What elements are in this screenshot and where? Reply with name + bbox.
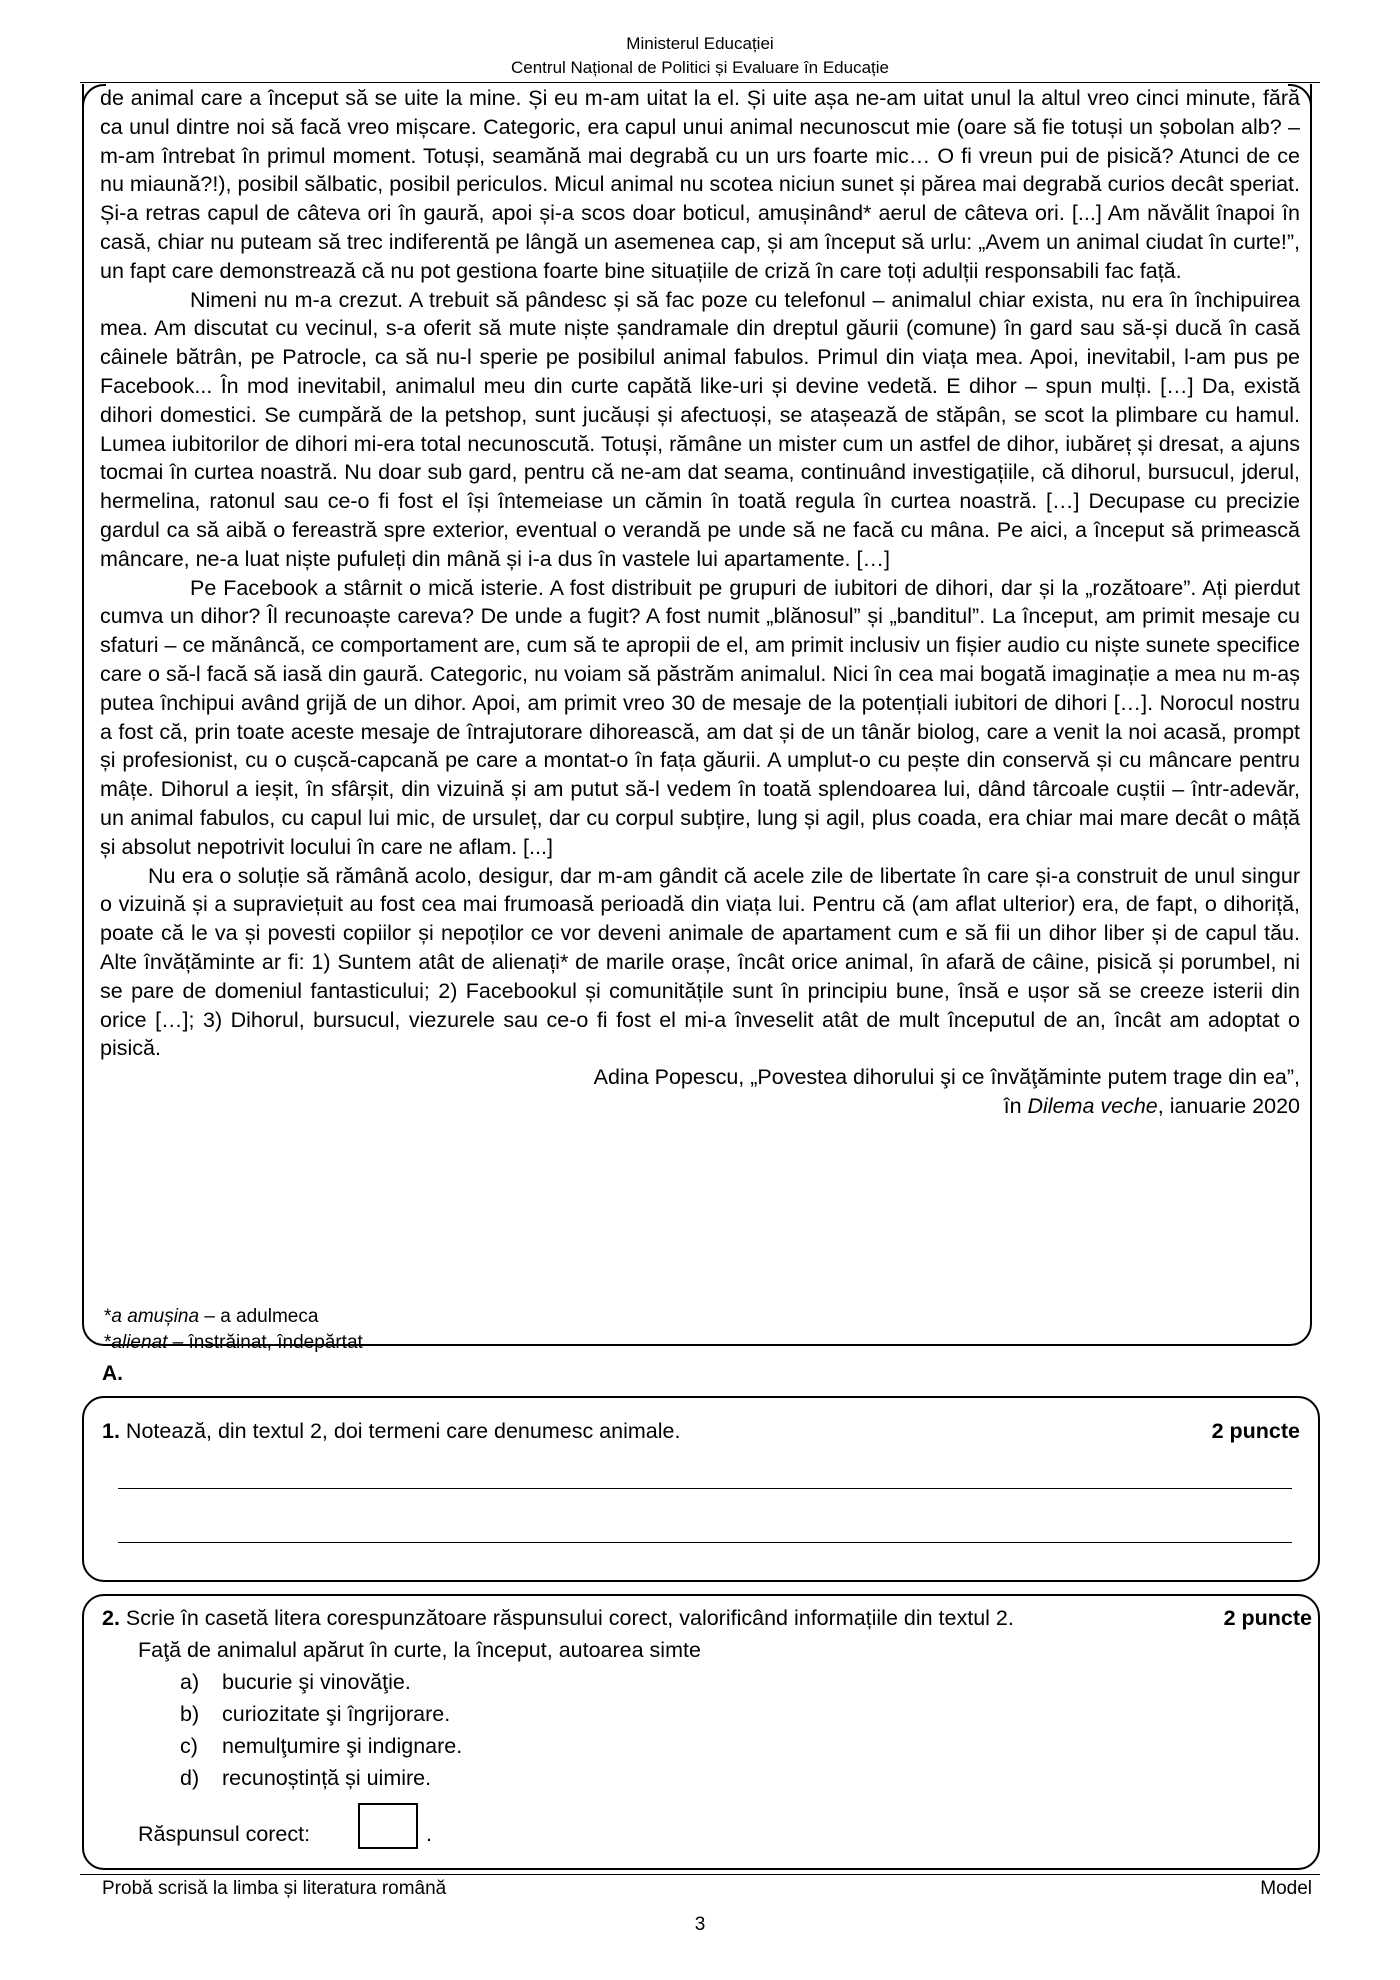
question-1-points: 2 puncte bbox=[1211, 1419, 1300, 1443]
footnote-1: *a amușina – a adulmeca bbox=[104, 1306, 319, 1327]
passage-paragraph-4: Nu era o soluție să rămână acolo, desigur, dar m-am gândit că acele zile de libertate în care și-a construit de unul singur o vizuină și a supraviețuit au fost cea mai frumoasă perioadă din viața lui. Pentru că (am aflat ulterior) era, de fapt, o dihoriță, poate că le va și povesti copiilor și nepoților ce vor deveni animale de apartament cum e să fii un dihor liber și de capul tău. Alte învățăminte ar fi: 1) Suntem atât de alienați* de marile orașe, încât orice animal, în afară de câine, pisică și porumbel, ni se pare de domeniul fantasticului; 2) Facebookul și comunitățile sunt în principiu bune, însă e ușor să se creeze isterii din orice […]; 3) Dihorul, bursucul, viezurele sau ce-o fi fost el mi-a înveselit atât de mult începutul de an, încât am adoptat o pisică. bbox=[100, 863, 1300, 1061]
passage-paragraph-1: de animal care a început să se uite la mine. Și eu m-am uitat la el. Și uite așa ne-am uitat unul la altul vreo cinci minute, fără ca unul dintre noi să facă vreo mișcare. Categoric, era capul unui animal necunoscut mie (oare să fie totuși un șobolan alb? – m-am întrebat în primul moment. Totuși, seamănă mai degrabă cu un urs foarte mic… O fi vreun pui de pisică? Atunci de ce nu miaună?!), posibil sălbatic, posibil periculos. Micul animal nu scotea niciun sunet și părea mai degrabă curios decât speriat. Și-a retras capul de câteva ori în gaură, apoi și-a scos doar boticul, amușinând* aerul de câteva ori. [...] Am năvălit înapoi în casă, chiar nu puteam să trec indiferentă pe lângă un asemenea cap, și am început să urlu: „Avem un animal ciudat în curte!”, un fapt care demonstrează că nu pot gestiona foarte bine situațiile de criză în care toți adulții responsabili fac față. bbox=[100, 86, 1300, 283]
question-2-stem: Faţă de animalul apărut în curte, la început, autoarea simte bbox=[138, 1638, 701, 1662]
page-number: 3 bbox=[694, 1914, 706, 1935]
option-b: b) curiozitate şi îngrijorare. bbox=[180, 1702, 451, 1726]
answer-period: . bbox=[426, 1822, 432, 1846]
answer-line-1[interactable] bbox=[118, 1488, 1292, 1489]
footer-model: Model bbox=[1260, 1878, 1312, 1899]
passage-paragraph-3: Pe Facebook a stârnit o mică isterie. A fost distribuit pe grupuri de iubitori de dihori, dar și la „rozătoare”. Ați pierdut cumva un dihor? Îl recunoaște careva? De unde a fugit? A fost numit „blănosul” și „banditul”. La început, am primit mesaje cu sfaturi – ce mănâncă, ce comportament are, cum să te apropii de el, am primit inclusiv un fișier audio cu niște sunete specifice care o să-l facă să iasă din gaură. Categoric, nu voiam să păstrăm animalul. Nici în cea mai bogată imaginație a mea nu m-aș putea închipui având grijă de un dihor. Apoi, am primit vreo 30 de mesaje de la potențiali iubitori de dihori […]. Norocul nostru a fost că, prin toate aceste mesaje de întrajutorare dihorească, am dat și de un tânăr biolog, care a venit la noi acasă, prompt și profesionist, cu o cușcă-capcană pe care a montat-o în fața găurii. A umplut-o cu pește din conservă și cu mâncare pentru mâțe. Dihorul a ieșit, în sfârșit, din vizuină și am putut să-l vedem în toată splendoarea lui, dând târcoale cuștii – într-adevăr, un animal fabulos, cu capul lui mic, de ursuleț, dar cu corpul subțire, lung și agil, plus coada, era chiar mai mare decât o mâță și absolut nepotrivit locului în care ne aflam. [...] bbox=[100, 575, 1300, 859]
footer-divider bbox=[80, 1874, 1320, 1875]
journal-name: Dilema veche bbox=[1027, 1093, 1158, 1118]
passage-text bbox=[100, 84, 1300, 1121]
question-2-text: Scrie în casetă litera corespunzătoare răspunsului corect, valorificând informațiile din textul 2. bbox=[125, 1606, 1014, 1630]
question-2-number: 2. bbox=[102, 1606, 120, 1630]
question-2-prompt bbox=[102, 1606, 1014, 1631]
answer-label: Răspunsul corect: bbox=[138, 1822, 311, 1846]
option-c: c) nemulţumire şi indignare. bbox=[180, 1734, 463, 1758]
answer-line-2[interactable] bbox=[118, 1542, 1292, 1543]
header-center: Centrul Național de Politici și Evaluare în Educație bbox=[511, 58, 889, 77]
header-divider bbox=[80, 82, 1320, 83]
option-a: a) bucurie şi vinovăţie. bbox=[180, 1670, 411, 1694]
question-1-text: Notează, din textul 2, doi termeni care denumesc animale. bbox=[125, 1419, 681, 1443]
footnote-2: *alienat – înstrăinat, îndepărtat bbox=[104, 1332, 363, 1353]
option-d: d) recunoștință și uimire. bbox=[180, 1766, 432, 1790]
attribution-author-title: Adina Popescu, „Povestea dihorului şi ce învăţăminte putem trage din ea”, bbox=[593, 1065, 1300, 1090]
attribution-source: în Dilema veche, ianuarie 2020 bbox=[1003, 1093, 1300, 1118]
answer-box[interactable] bbox=[358, 1803, 418, 1849]
section-label: A. bbox=[102, 1362, 123, 1385]
question-1-number: 1. bbox=[102, 1419, 120, 1443]
question-2-points: 2 puncte bbox=[1223, 1606, 1312, 1630]
header-ministry: Ministerul Educației bbox=[626, 34, 774, 53]
question-1-prompt bbox=[102, 1419, 680, 1444]
attribution bbox=[100, 1063, 1300, 1121]
passage-paragraph-2: Nimeni nu m-a crezut. A trebuit să pândesc și să fac poze cu telefonul – animalul chiar exista, nu era în închipuirea mea. Am discutat cu vecinul, s-a oferit să mute niște șandramale din dreptul găurii (comune) în gard sau să-și ducă în casă câinele bătrân, pe Patrocle, ca să nu-l sperie pe posibilul animal fabulos. Primul din viața mea. Apoi, inevitabil, l-am pus pe Facebook... În mod inevitabil, animalul meu din curte capătă like-uri și devine vedetă. E dihor – spun mulți. […] Da, există dihori domestici. Se cumpără de la petshop, sunt jucăuși și afectuoși, se atașează de stăpân, se scot la plimbare cu hamul. Lumea iubitorilor de dihori mi-era total necunoscută. Totuși, rămâne un mister cum un astfel de dihor, iubăreț și dresat, a ajuns tocmai în curtea noastră. Nu doar sub gard, pentru că ne-am dat seama, continuând investigațiile, că dihorul, bursucul, jderul, hermelina, ratonul sau ce-o fi fost el își întemeiase un cămin în toată regula în curtea noastră. […] Decupase cu precizie gardul ca să aibă o fereastră spre exterior, eventual o verandă pe unde să ne facă cu mâna. Pe aici, a început să primească mâncare, ne-a luat niște pufuleți din mână și i-a dus în vastele lui apartamente. […] bbox=[100, 287, 1300, 571]
footer-exam-title: Probă scrisă la limba și literatura română bbox=[102, 1878, 447, 1899]
